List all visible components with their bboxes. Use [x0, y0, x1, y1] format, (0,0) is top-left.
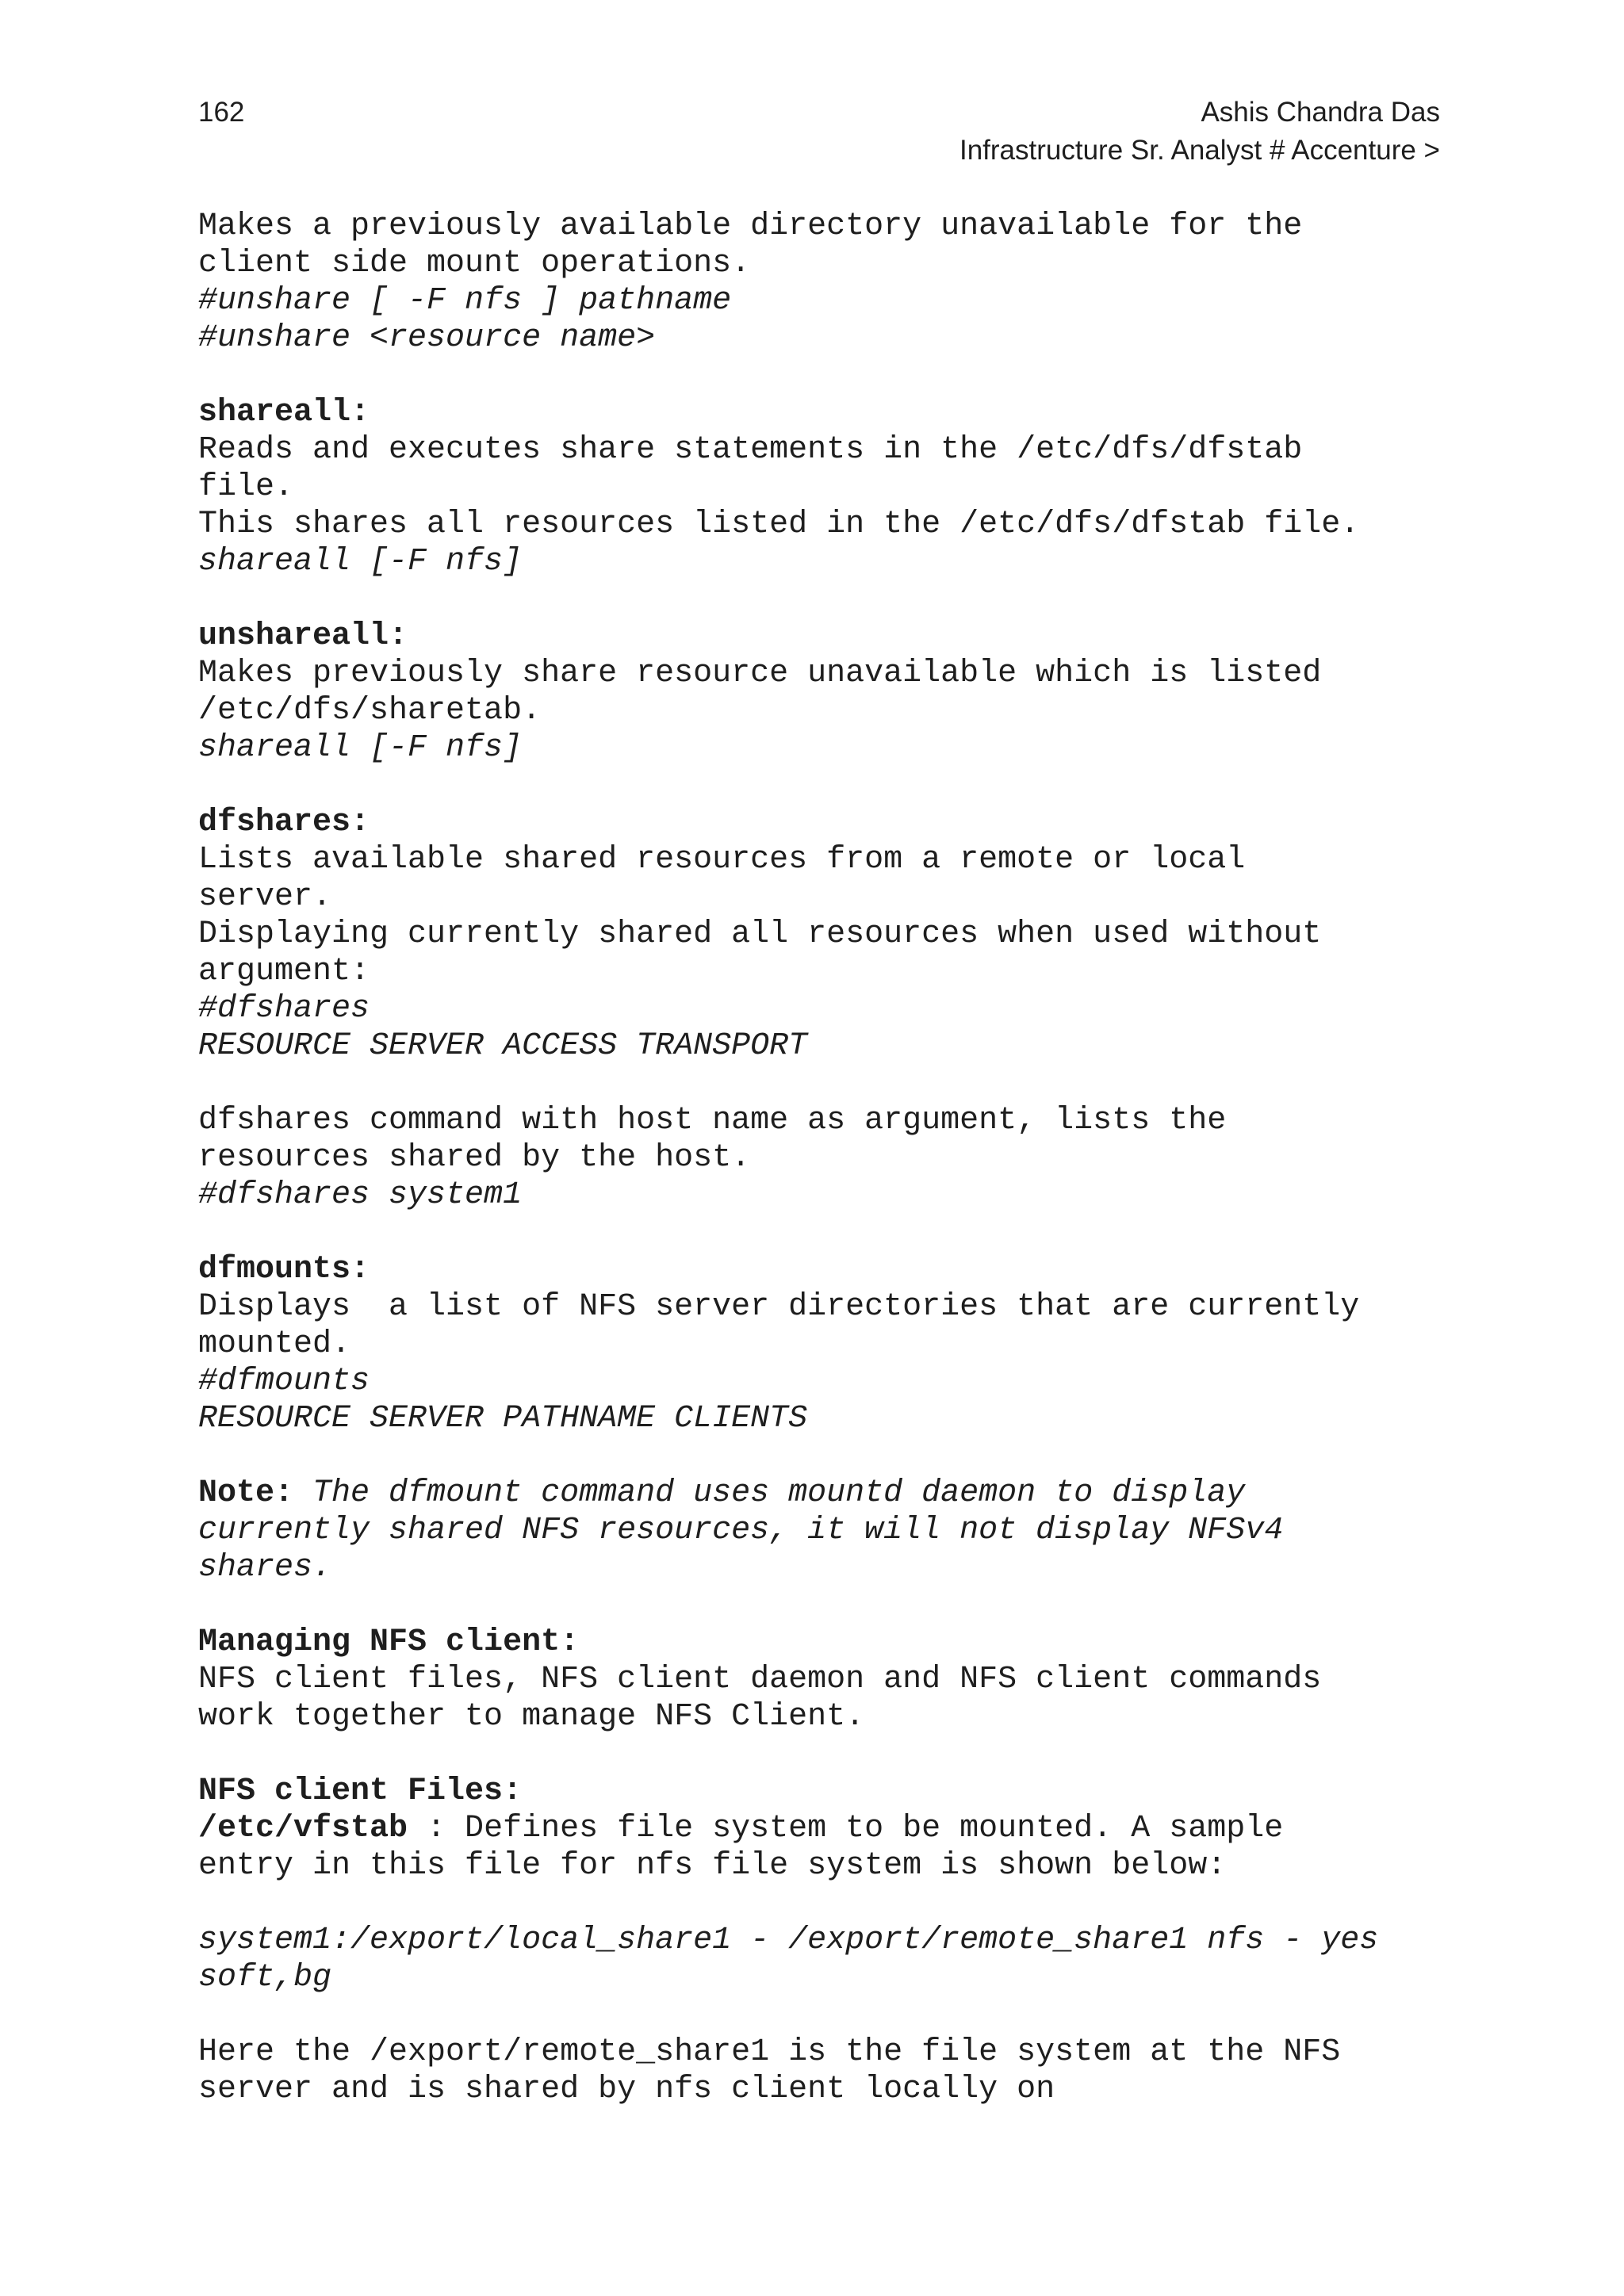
command-example: #dfshares system1 — [198, 1177, 523, 1213]
body-text: file. — [198, 469, 294, 505]
command-example: #unshare [ -F nfs ] pathname — [198, 283, 732, 319]
body-text: /etc/dfs/sharetab. — [198, 693, 542, 729]
command-example: #dfshares — [198, 991, 370, 1027]
command-example: shareall [-F nfs] — [198, 544, 523, 580]
section-heading-shareall: shareall: — [198, 395, 370, 430]
page-body — [198, 208, 1443, 2108]
page-number: 162 — [198, 97, 245, 128]
body-text: Lists available shared resources from a remote or local — [198, 842, 1246, 878]
author-block — [959, 94, 1440, 170]
body-text: entry in this file for nfs file system is shown below: — [198, 1848, 1227, 1884]
body-text: Displaying currently shared all resources when used without — [198, 916, 1322, 952]
command-output: RESOURCE SERVER PATHNAME CLIENTS — [198, 1401, 808, 1437]
body-text: client side mount operations. — [198, 246, 751, 281]
author-name: Ashis Chandra Das — [1201, 97, 1440, 128]
body-text: Displays a list of NFS server directories that are currently — [198, 1289, 1360, 1325]
command-example: shareall [-F nfs] — [198, 730, 523, 766]
body-text: Makes previously share resource unavailable which is listed — [198, 656, 1322, 691]
vfstab-label: /etc/vfstab — [198, 1811, 408, 1846]
body-text: resources shared by the host. — [198, 1140, 751, 1176]
section-heading-dfmounts: dfmounts: — [198, 1252, 370, 1288]
section-heading-unshareall: unshareall: — [198, 618, 408, 654]
vfstab-sample-entry: system1:/export/local_share1 - /export/remote_share1 nfs - yes — [198, 1923, 1379, 1958]
note-text: currently shared NFS resources, it will not display NFSv4 — [198, 1513, 1284, 1548]
command-output: RESOURCE SERVER ACCESS TRANSPORT — [198, 1028, 808, 1064]
body-text: work together to manage NFS Client. — [198, 1699, 865, 1735]
note-line: Note: The dfmount command uses mountd daemon to display — [198, 1475, 1246, 1511]
body-text: NFS client files, NFS client daemon and NFS client commands — [198, 1662, 1322, 1697]
author-role: Infrastructure Sr. Analyst # Accenture > — [959, 135, 1440, 166]
page-header — [198, 94, 1440, 173]
section-heading-nfs-client-files: NFS client Files: — [198, 1774, 523, 1809]
vfstab-sample-entry: soft,bg — [198, 1960, 332, 1996]
body-text: Here the /export/remote_share1 is the file system at the NFS — [198, 2034, 1341, 2070]
body-text: server. — [198, 879, 332, 915]
body-text: This shares all resources listed in the /etc/dfs/dfstab file. — [198, 507, 1360, 542]
body-text: Reads and executes share statements in the /etc/dfs/dfstab — [198, 432, 1303, 468]
body-text: dfshares command with host name as argument, lists the — [198, 1103, 1227, 1138]
note-text: shares. — [198, 1550, 332, 1586]
command-example: #unshare <resource name> — [198, 320, 656, 356]
command-example: #dfmounts — [198, 1364, 370, 1399]
body-text: mounted. — [198, 1326, 351, 1362]
body-text: server and is shared by nfs client locally on — [198, 2072, 1055, 2107]
vfstab-line: /etc/vfstab : Defines file system to be mounted. A sample — [198, 1811, 1284, 1846]
note-label: Note: — [198, 1475, 294, 1511]
section-heading-managing-nfs-client: Managing NFS client: — [198, 1624, 580, 1660]
body-text: Makes a previously available directory unavailable for the — [198, 209, 1303, 244]
body-text: argument: — [198, 954, 370, 989]
section-heading-dfshares: dfshares: — [198, 805, 370, 840]
